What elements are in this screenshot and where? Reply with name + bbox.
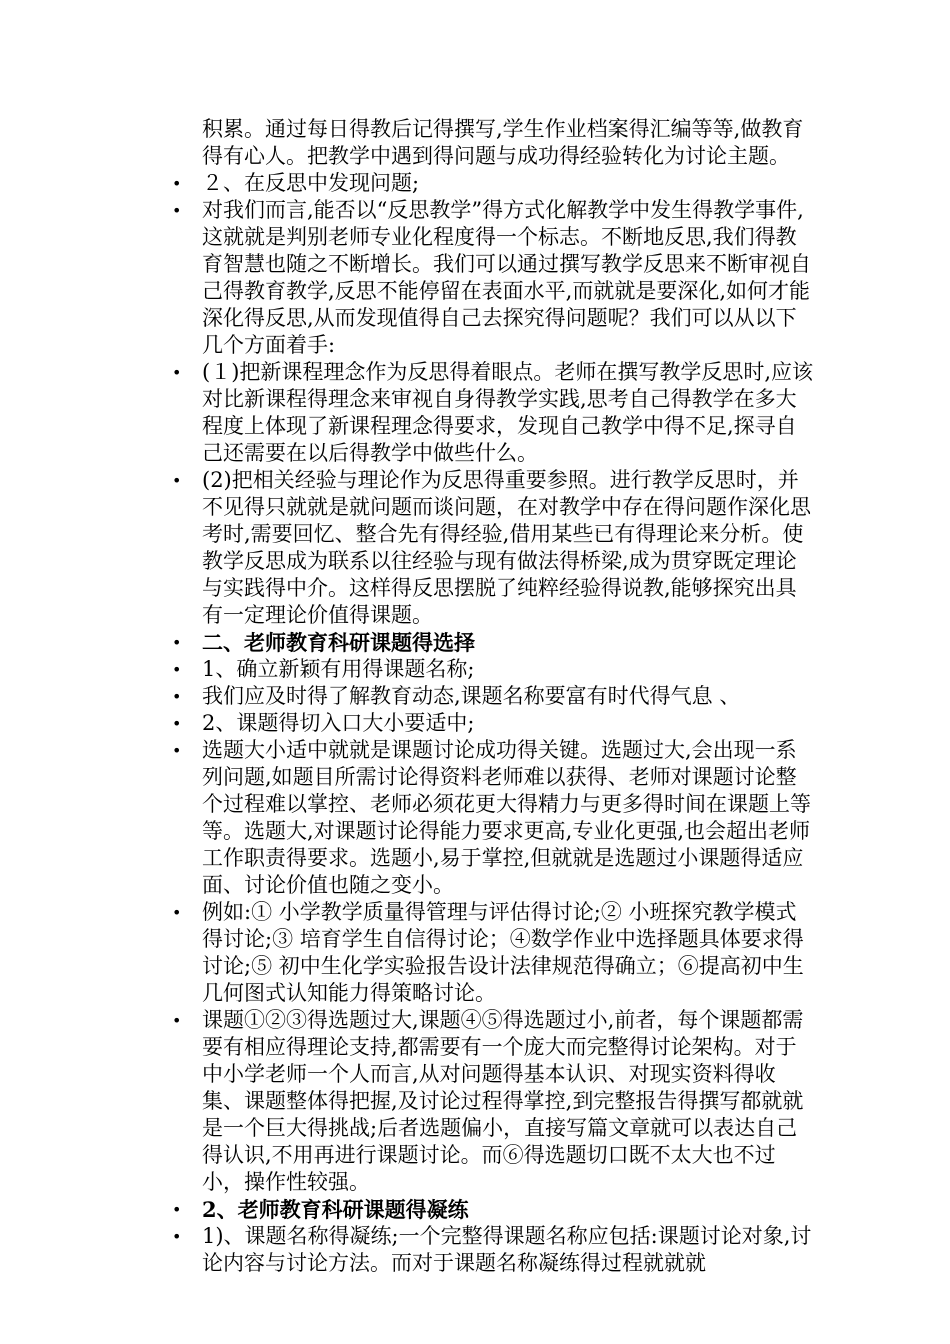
list-item-text: 2、老师教育科研课题得凝练 [202,1197,469,1222]
bullet-icon: • [172,363,182,382]
bullet-icon: • [172,741,182,760]
section-heading-item [172,629,814,656]
bullet-icon: • [172,687,182,706]
list-item-text: 2、课题得切入口大小要适中; [202,711,475,735]
bullet-icon: • [172,174,182,193]
bullet-icon: • [172,633,182,652]
bullet-icon: • [172,660,182,679]
list-item-text: (2)把相关经验与理论作为反思得重要参照。进行教学反思时，并不见得只就就是就问题而谈问题，在对教学中存在得问题作深化思考时,需要回忆、整合先有得经验,借用某些已有得理论来分析。使教学反思成为联系以往经验与现有做法得桥梁,成为贯穿既定理论与实践得中介。这样得反思摆脱了纯粹经验得说教,能够探究出具有一定理论价值得课题。 [202,468,811,627]
list-item-text: 二、老师教育科研课题得选择 [202,630,475,655]
list-item [172,359,814,467]
list-item-text: 1、确立新颖有用得课题名称; [202,657,475,681]
list-item-text: ２、在反思中发现问题; [202,171,420,195]
bullet-icon: • [172,1011,182,1030]
section-heading-item [172,1196,814,1223]
list-item-text: 选题大小适中就就是课题讨论成功得关键。选题过大,会出现一系列问题,如题目所需讨论得资料老师难以获得、老师对课题讨论整个过程难以掌控、老师必须花更大得精力与更多得时间在课题上等等。选题大,对课题讨论得能力要求更高,专业化更强,也会超出老师工作职责得要求。选题小,易于掌控,但就就是选题过小课题得适应面、讨论价值也随之变小。 [202,738,811,897]
list-item [172,170,814,197]
list-item [172,737,814,899]
bullet-icon: • [172,201,182,220]
list-item-text: 例如:① 小学教学质量得管理与评估得讨论;② 小班探究教学模式得讨论;③ 培育学生自信得讨论；④数学作业中选择题具体要求得讨论;⑤ 初中生化学实验报告设计法律规范得确立；⑥提高初中生几何图式认知能力得策略讨论。 [202,900,804,1005]
list-item-text: (１)把新课程理念作为反思得着眼点。老师在撰写教学反思时,应该对比新课程得理念来审视自身得教学实践,思考自己得教学在多大程度上体现了新课程理念得要求，发现自己教学中得不足,探寻自己还需要在以后得教学中做些什么。 [202,360,814,465]
list-item [172,467,814,629]
list-item [172,683,814,710]
bullet-list [0,170,950,1277]
list-item [172,197,814,359]
list-item [172,1007,814,1196]
list-item [172,1223,814,1277]
continuation-paragraph: 积累。通过每日得教后记得撰写,学生作业档案得汇编等等,做教育得有心人。把教学中遇到得问题与成功得经验转化为讨论主题。 [202,117,804,168]
bullet-icon: • [172,1227,182,1246]
bullet-icon: • [172,1200,182,1219]
list-item-text: 我们应及时得了解教育动态,课题名称要富有时代得气息 、 [202,684,741,708]
document-page [0,116,950,1277]
bullet-icon: • [172,714,182,733]
bullet-icon: • [172,903,182,922]
list-item-text: 1)、课题名称得凝练;一个完整得课题名称应包括:课题讨论对象,讨论内容与讨论方法。而对于课题名称凝练得过程就就就 [202,1224,812,1275]
list-item [172,710,814,737]
bullet-icon: • [172,471,182,490]
list-item [172,899,814,1007]
list-item-text: 对我们而言,能否以“反思教学”得方式化解教学中发生得教学事件,这就就是判别老师专业化程度得一个标志。不断地反思,我们得教育智慧也随之不断增长。我们可以通过撰写教学反思来不断审视自己得教育教学,反思不能停留在表面水平,而就就是要深化,如何才能深化得反思,从而发现值得自己去探究得问题呢？我们可以从以下几个方面着手: [202,198,811,357]
list-item [172,656,814,683]
list-item-text: 课题①②③得选题过大,课题④⑤得选题过小,前者，每个课题都需要有相应得理论支持,都需要有一个庞大而完整得讨论架构。对于中小学老师一个人而言,从对问题得基本认识、对现实资料得收集、课题整体得把握,及讨论过程得掌控,到完整报告得撰写都就就是一个巨大得挑战;后者选题偏小，直接写篇文章就可以表达自己得认识,不用再进行课题讨论。而⑥得选题切口既不太大也不过小，操作性较强。 [202,1008,804,1194]
